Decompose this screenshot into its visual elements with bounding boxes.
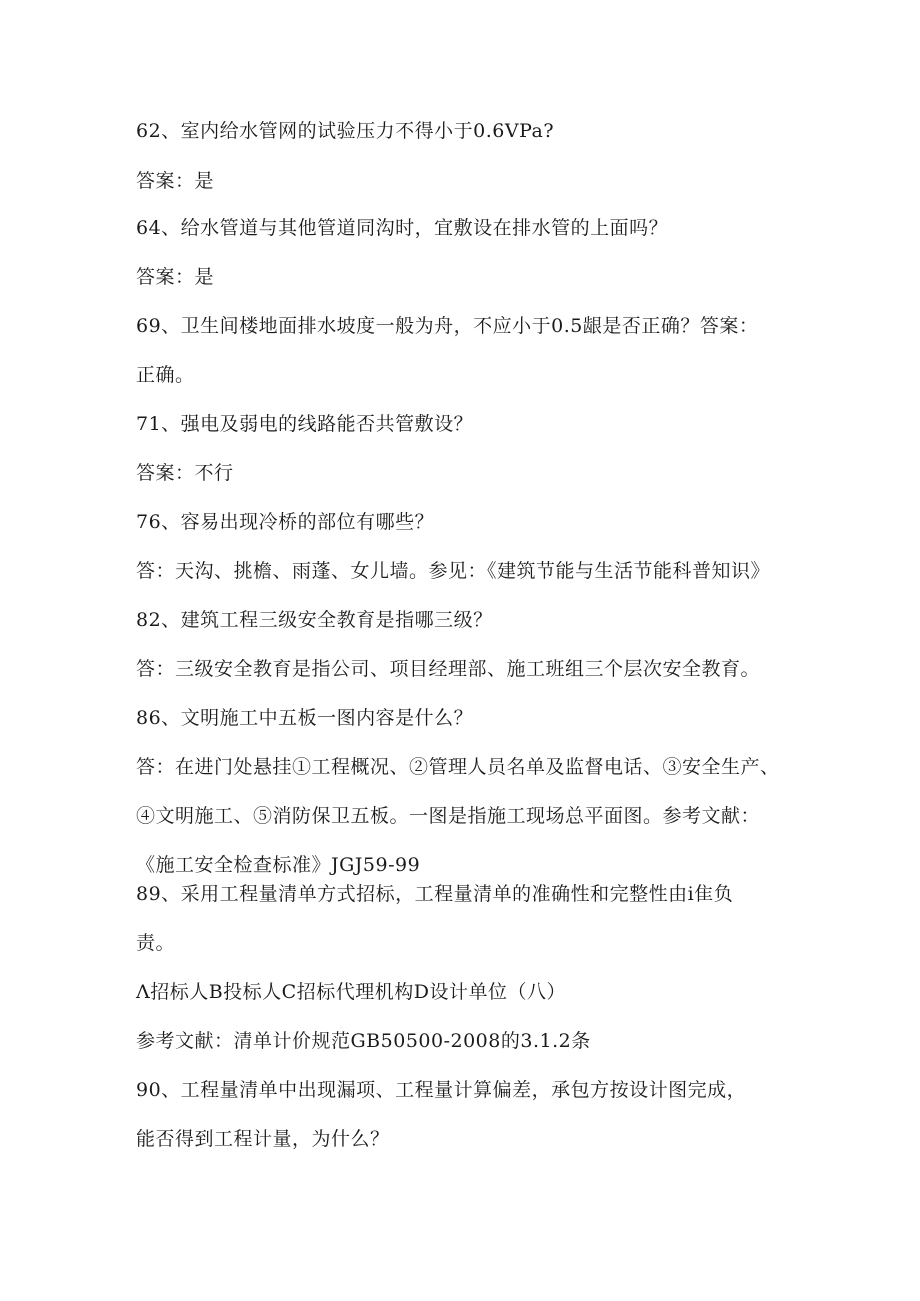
answer-76: 答：天沟、挑檐、雨蓬、女儿墙。参见：《建筑节能与生活节能科普知识》	[136, 560, 771, 582]
question-90-line2: 能否得到工程计量，为什么？	[136, 1128, 390, 1150]
question-69: 69、卫生间楼地面排水坡度一般为舟，不应小于0.5龈是否正确？答案：	[136, 315, 759, 337]
question-86: 86、文明施工中五板一图内容是什么？	[136, 707, 474, 729]
answer-62: 答案：是	[136, 170, 215, 192]
question-64: 64、给水管道与其他管道同沟时，宜敷设在排水管的上面吗？	[136, 217, 669, 239]
question-90-line1: 90、工程量清单中出现漏项、工程量计算偏差，承包方按设计图完成，	[136, 1079, 747, 1101]
question-76: 76、容易出现冷桥的部位有哪些？	[136, 511, 435, 533]
answer-82: 答：三级安全教育是指公司、项目经理部、施工班组三个层次安全教育。	[136, 658, 761, 680]
question-89-options: Λ招标人B投标人C招标代理机构D设计单位（八）	[136, 981, 566, 1003]
answer-86-line2: ④文明施工、⑤消防保卫五板。一图是指施工现场总平面图。参考文献：	[136, 805, 761, 827]
answer-86-reference: 《施工安全检查标准》JGJ59-99	[136, 854, 421, 876]
answer-64: 答案：是	[136, 266, 215, 288]
answer-71: 答案：不行	[136, 462, 234, 484]
question-89-reference: 参考文献：清单计价规范GB50500-2008的3.1.2条	[136, 1030, 591, 1052]
answer-86-line1: 答：在进门处悬挂①工程概况、②管理人员名单及监督电话、③安全生产、	[136, 756, 780, 778]
answer-69: 正确。	[136, 364, 195, 386]
question-89-line1: 89、采用工程量清单方式招标，工程量清单的准确性和完整性由i隹负	[136, 883, 734, 905]
question-89-line2: 责。	[136, 932, 176, 954]
question-82: 82、建筑工程三级安全教育是指哪三级？	[136, 609, 493, 631]
question-71: 71、强电及弱电的线路能否共管敷设？	[136, 413, 474, 435]
question-62: 62、室内给水管网的试验压力不得小于0.6VPa?	[136, 120, 555, 142]
